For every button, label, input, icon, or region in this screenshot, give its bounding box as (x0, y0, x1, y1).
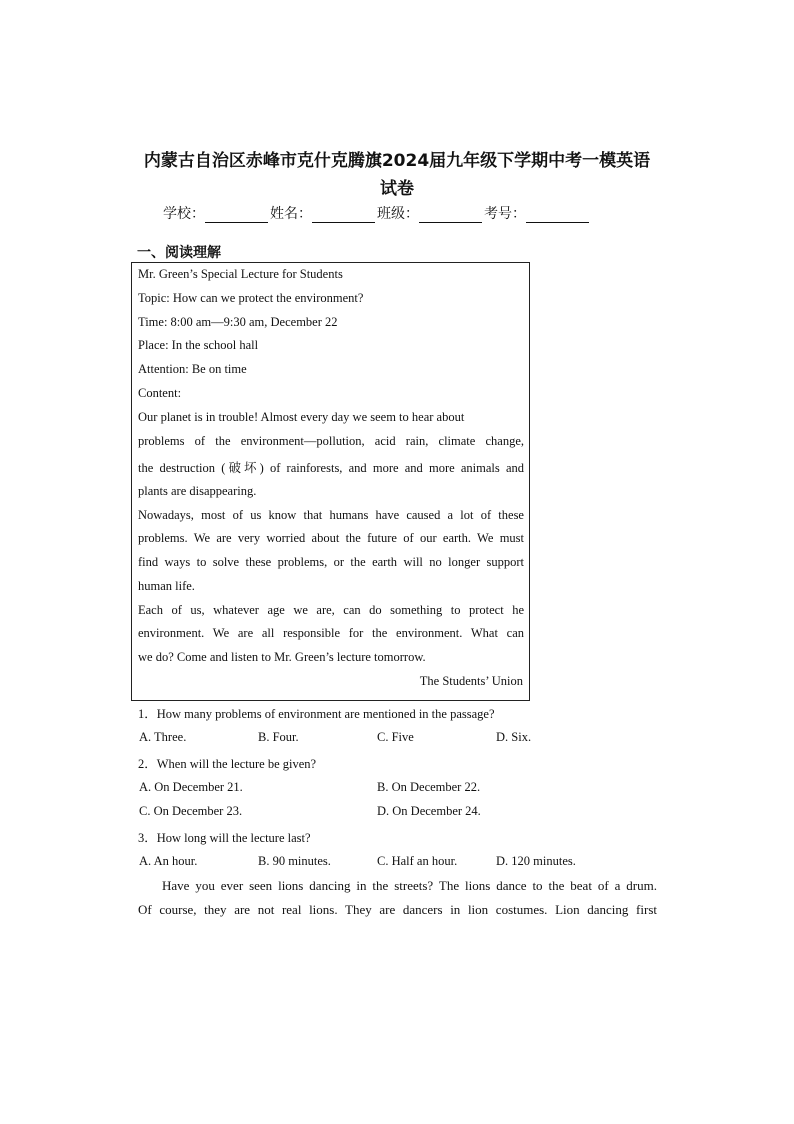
option-b[interactable]: B. 90 minutes. (258, 854, 331, 868)
section-title: 一、阅读理解 (137, 245, 221, 261)
notice-line: Our planet is in trouble! Almost every day we seem to hear about (138, 410, 465, 424)
notice-heading: Mr. Green’s Special Lecture for Students (138, 267, 343, 281)
question-stem: 3．How long will the lecture last? (138, 831, 311, 845)
option-a[interactable]: A. An hour. (139, 854, 198, 868)
notice-line: problems. We are very worried about the future of our earth. We must (138, 531, 524, 545)
notice-line: environment. We are all responsible for the environment. What can (138, 626, 524, 640)
page-title-line2: 试卷 (380, 179, 414, 199)
option-c[interactable]: C. Half an hour. (377, 854, 458, 868)
option-d[interactable]: D. 120 minutes. (496, 854, 576, 868)
notice-attention: Attention: Be on time (138, 362, 247, 376)
passage-line: Of course, they are not real lions. They are dancers in lion costumes. Lion dancing first (138, 902, 657, 917)
student-info-row (163, 203, 591, 223)
notice-line: problems of the environment—pollution, acid rain, climate change, (138, 434, 524, 448)
option-c[interactable]: C. Five (377, 730, 414, 744)
notice-topic: Topic: How can we protect the environment? (138, 291, 364, 305)
notice-line: we do? Come and listen to Mr. Green’s lecture tomorrow. (138, 650, 426, 664)
passage-line: Have you ever seen lions dancing in the streets? The lions dance to the beat of a drum. (162, 878, 657, 893)
option-d[interactable]: D. Six. (496, 730, 532, 744)
page-title: 内蒙古自治区赤峰市克什克腾旗2024届九年级下学期中考一模英语 (143, 151, 651, 171)
notice-line: Nowadays, most of us know that humans have caused a lot of these (138, 508, 524, 522)
name-blank[interactable] (312, 208, 375, 223)
option-c[interactable]: C. On December 23. (139, 804, 243, 818)
notice-line: the destruction (破坏) of rainforests, and more and more animals and (138, 461, 524, 475)
option-b[interactable]: B. Four. (258, 730, 299, 744)
option-d[interactable]: D. On December 24. (377, 804, 481, 818)
notice-line: human life. (138, 579, 195, 593)
question-stem: 2．When will the lecture be given? (138, 757, 317, 771)
class-blank[interactable] (419, 208, 482, 223)
exam-number-label: 考号： (484, 206, 526, 222)
name-label: 姓名： (270, 206, 312, 222)
notice-time: Time: 8:00 am—9:30 am, December 22 (138, 315, 338, 329)
notice-signature: The Students’ Union (419, 674, 523, 688)
notice-line: plants are disappearing. (138, 484, 257, 498)
notice-content-label: Content: (138, 386, 182, 400)
option-b[interactable]: B. On December 22. (377, 780, 481, 794)
question-stem: 1．How many problems of environment are mentioned in the passage? (138, 707, 495, 721)
school-blank[interactable] (205, 208, 268, 223)
notice-line: Each of us, whatever age we are, can do something to protect he (138, 603, 524, 617)
option-a[interactable]: A. Three. (139, 730, 187, 744)
school-label: 学校： (163, 206, 205, 222)
option-a[interactable]: A. On December 21. (139, 780, 243, 794)
notice-place: Place: In the school hall (138, 338, 259, 352)
class-label: 班级： (377, 206, 419, 222)
notice-line: find ways to solve these problems, or the earth will no longer support (138, 555, 524, 569)
exam-number-blank[interactable] (526, 208, 589, 223)
